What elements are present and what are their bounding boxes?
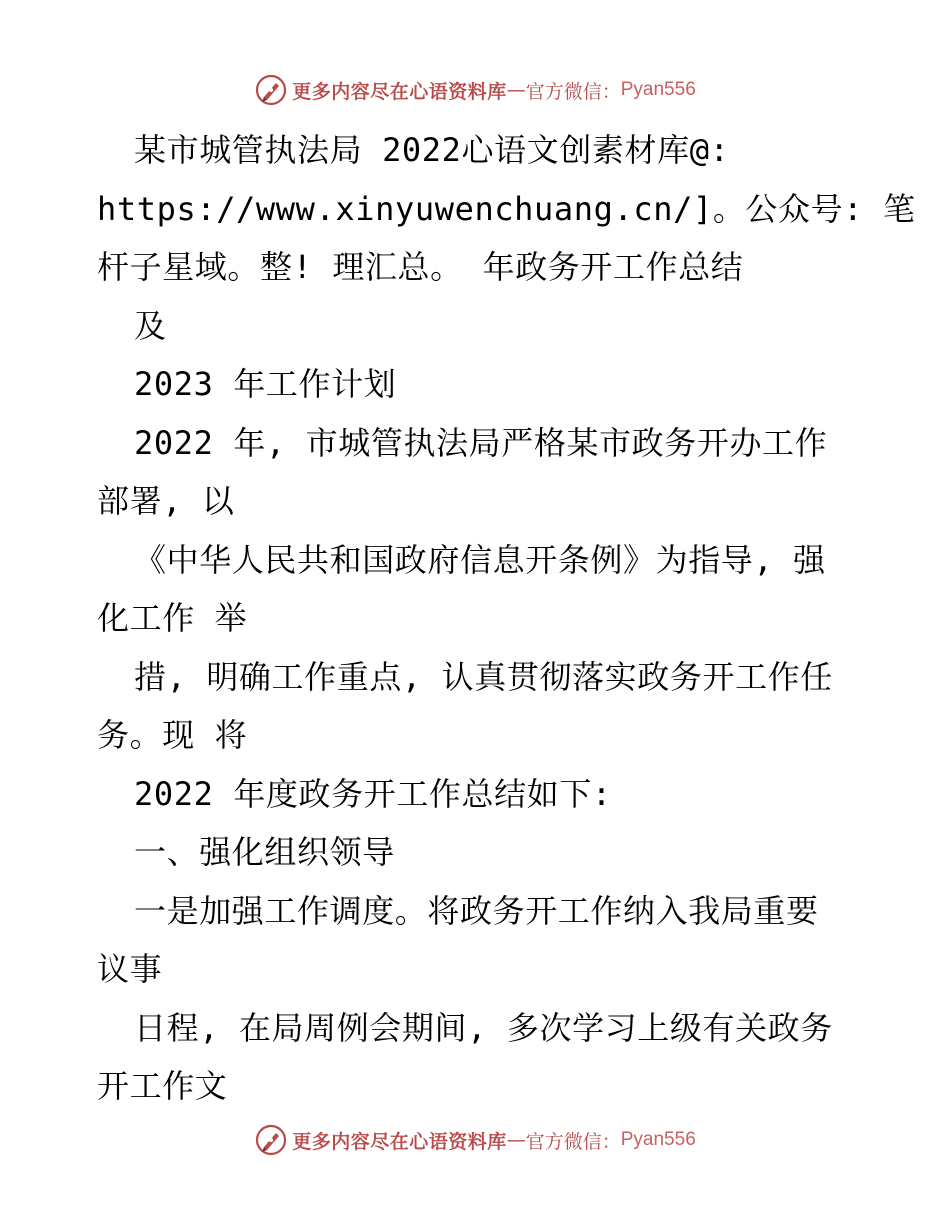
text-line: 一是加强工作调度。将政务开工作纳入我局重要 <box>134 891 819 930</box>
text-line: 措, 明确工作重点, 认真贯彻落实政务开工作任 <box>134 657 833 696</box>
banner-label: 官方微信： <box>525 1130 621 1153</box>
banner-main-text: 更多内容尽在心语资料库 <box>292 1130 507 1153</box>
header-banner <box>0 70 950 110</box>
banner-wechat-id: Pyan556 <box>620 79 696 100</box>
text-line: 及 <box>134 306 167 345</box>
text-line: 杆子星域。整! 理汇总。 年政务开工作总结 <box>97 248 744 286</box>
footer-banner <box>0 1120 950 1160</box>
banner-dash: — <box>506 79 526 101</box>
text-line: 开工作文 <box>97 1067 228 1105</box>
text-line: https://www.xinyuwenchuang.cn/]。公众号: 笔 <box>97 189 916 228</box>
pen-logo-icon <box>254 1123 288 1157</box>
text-line: 议事 <box>97 950 163 988</box>
text-line: 务。现 将 <box>97 716 248 754</box>
text-line: 化工作 举 <box>97 599 248 637</box>
text-line: 2022 年, 市城管执法局严格某市政务开办工作 <box>134 423 828 462</box>
text-line: 日程, 在局周例会期间, 多次学习上级有关政务 <box>134 1008 833 1047</box>
text-line: 某市城管执法局 2022心语文创素材库@: <box>134 131 730 169</box>
banner-dash: — <box>506 1129 526 1151</box>
text-line: 2023 年工作计划 <box>134 365 397 403</box>
banner-wechat-id: Pyan556 <box>620 1129 696 1150</box>
text-line: 部署, 以 <box>97 482 235 520</box>
banner-main-text: 更多内容尽在心语资料库 <box>292 80 507 103</box>
text-line: 《中华人民共和国政府信息开条例》为指导, 强 <box>134 540 826 579</box>
banner-label: 官方微信： <box>525 80 621 103</box>
text-line: 一、强化组织领导 <box>134 833 395 871</box>
document-body <box>97 121 916 1116</box>
pen-logo-icon <box>254 73 288 107</box>
text-line: 2022 年度政务开工作总结如下: <box>134 774 612 813</box>
